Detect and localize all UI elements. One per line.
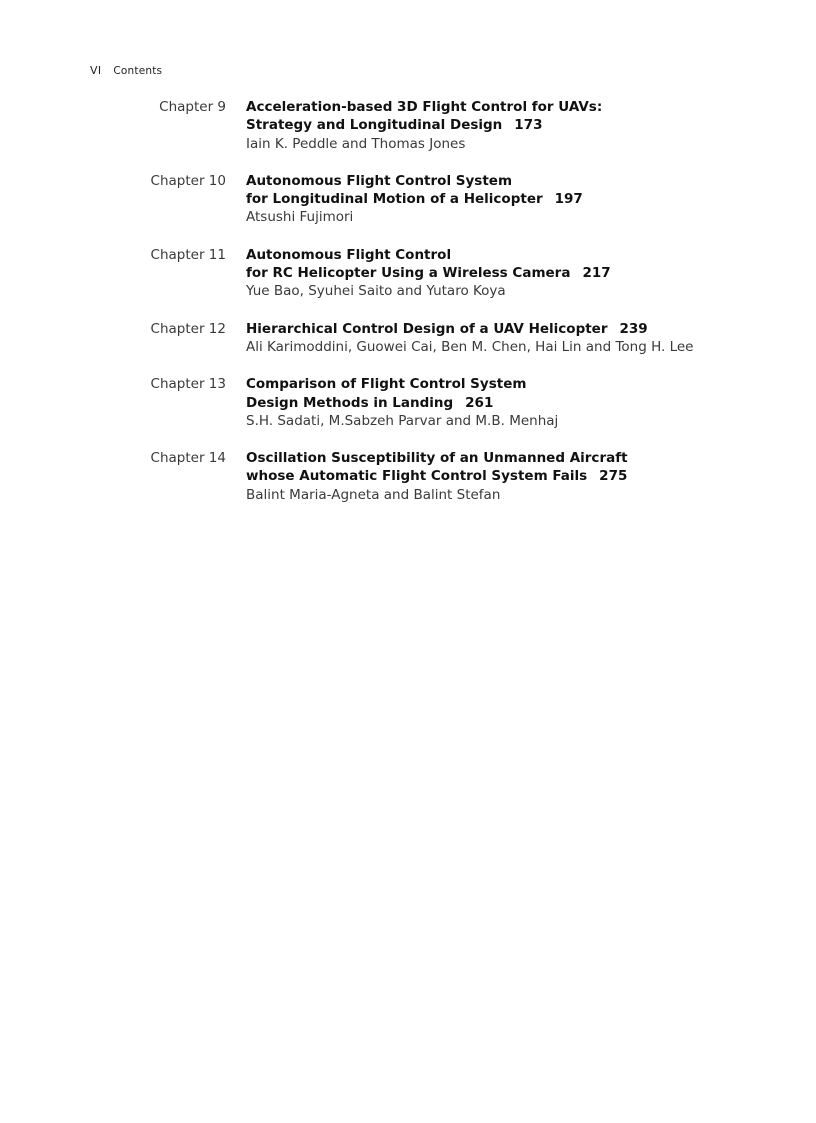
chapter-title-line [246, 264, 816, 282]
chapter-title-text: Design Methods in Landing [246, 394, 454, 411]
page-number: 261 [465, 394, 494, 411]
chapter-body [246, 449, 816, 504]
page-number: 173 [514, 117, 543, 134]
chapter-body [246, 172, 816, 227]
chapter-title-line [246, 467, 816, 485]
toc-entry-chapter-11[interactable] [0, 246, 816, 301]
chapter-title-line [246, 320, 816, 338]
toc-entry-chapter-12[interactable] [0, 320, 816, 357]
chapter-title-line [246, 394, 816, 412]
chapter-label: Chapter 12 [150, 320, 226, 337]
page-number: 275 [599, 468, 628, 485]
toc-entry-chapter-9[interactable] [0, 98, 816, 153]
chapter-label: Chapter 9 [159, 99, 226, 115]
page-folio: VI [90, 64, 102, 77]
chapter-authors: Balint Maria-Agneta and Balint Stefan [246, 486, 501, 503]
chapter-authors: S.H. Sadati, M.Sabzeh Parvar and M.B. Menhaj [246, 412, 559, 429]
page-number: 239 [619, 320, 648, 337]
chapter-body [246, 98, 816, 153]
chapter-title-line: Oscillation Susceptibility of an Unmanned Aircraft [246, 450, 628, 467]
toc-entry-chapter-14[interactable] [0, 449, 816, 504]
page-number: 217 [582, 265, 611, 282]
chapter-label: Chapter 14 [150, 450, 226, 467]
chapter-authors: Atsushi Fujimori [246, 209, 354, 226]
chapter-body [246, 375, 816, 430]
chapter-authors: Yue Bao, Syuhei Saito and Yutaro Koya [246, 283, 506, 300]
section-title: Contents [113, 65, 163, 77]
chapter-authors: Ali Karimoddini, Guowei Cai, Ben M. Chen, Hai Lin and Tong H. Lee [246, 338, 694, 355]
chapter-title-line: Autonomous Flight Control System [246, 172, 513, 189]
chapter-title-text: whose Automatic Flight Control System Fails [246, 468, 588, 485]
chapter-title-line: Autonomous Flight Control [246, 246, 452, 263]
toc-entry-chapter-10[interactable] [0, 172, 816, 227]
table-of-contents [0, 98, 816, 523]
chapter-title-line: Comparison of Flight Control System [246, 376, 527, 393]
toc-entry-chapter-13[interactable] [0, 375, 816, 430]
chapter-label: Chapter 13 [150, 376, 226, 393]
chapter-title-text: for Longitudinal Motion of a Helicopter [246, 191, 543, 208]
page-number: 197 [554, 191, 583, 208]
chapter-title-line [246, 116, 816, 134]
chapter-title-line [246, 190, 816, 208]
chapter-title-text: for RC Helicopter Using a Wireless Camera [246, 265, 571, 282]
running-head [90, 64, 162, 77]
chapter-title-text: Hierarchical Control Design of a UAV Helicopter [246, 320, 608, 337]
chapter-body [246, 320, 816, 357]
chapter-title-text: Strategy and Longitudinal Design [246, 117, 503, 134]
chapter-title-line: Acceleration-based 3D Flight Control for UAVs: [246, 99, 603, 115]
chapter-body [246, 246, 816, 301]
chapter-authors: Iain K. Peddle and Thomas Jones [246, 135, 466, 152]
chapter-label: Chapter 10 [150, 172, 226, 189]
chapter-label: Chapter 11 [150, 246, 226, 263]
